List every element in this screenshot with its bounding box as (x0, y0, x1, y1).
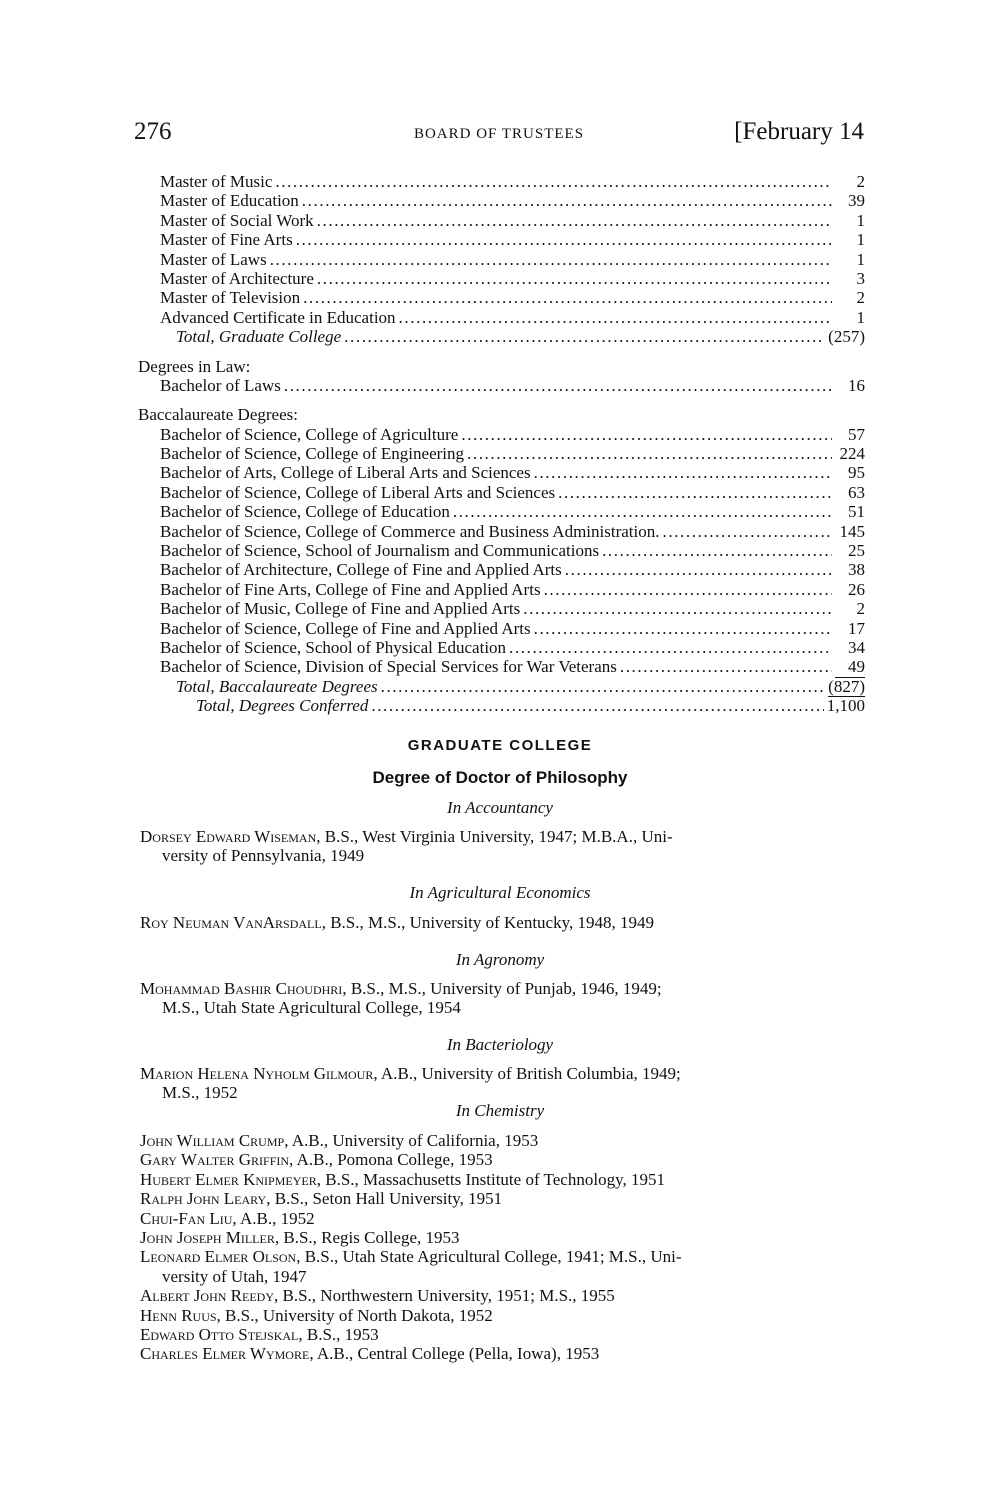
graduate-entry: Mohammad Bashir Choudhri, B.S., M.S., University of Punjab, 1946, 1949; M.S., Utah State Agricultural College, 1954 (140, 979, 662, 1018)
entry-continuation: versity of Utah, 1947 (162, 1266, 307, 1286)
header-date: [February 14 (734, 118, 864, 145)
law-heading: Degrees in Law: (138, 356, 251, 376)
graduate-entry: Gary Walter Griffin, A.B., Pomona College, 1953 (140, 1150, 493, 1170)
degree-row: Bachelor of Science, College of Commerce and Business Administration. ..... 145 (138, 522, 865, 541)
degrees-table (138, 172, 865, 716)
graduate-entry: Charles Elmer Wymore, A.B., Central College (Pella, Iowa), 1953 (140, 1344, 600, 1364)
section-heading: GRADUATE COLLEGE (407, 737, 593, 754)
degree-row: Bachelor of Laws ..... 16 (138, 376, 865, 395)
degree-row: Master of Social Work ..... 1 (138, 211, 865, 230)
chemistry-list (140, 1131, 865, 1364)
degree-row: Advanced Certificate in Education ..... 1 (138, 308, 865, 327)
graduate-entry: Marion Helena Nyholm Gilmour, A.B., University of British Columbia, 1949; M.S., 1952 (140, 1064, 681, 1103)
baccalaureate-heading: Baccalaureate Degrees: (138, 405, 298, 425)
degree-row: Bachelor of Science, College of Fine and Applied Arts ..... 17 (138, 619, 865, 638)
degree-row: Bachelor of Arts, College of Liberal Arts and Sciences ..... 95 (138, 463, 865, 482)
graduate-entry: John William Crump, A.B., University of California, 1953 (140, 1131, 539, 1150)
graduate-entry: Edward Otto Stejskal, B.S., 1953 (140, 1325, 379, 1345)
graduate-entry: Dorsey Edward Wiseman, B.S., West Virginia University, 1947; M.B.A., Uni- versity of Pennsylvania, 1949 (140, 827, 673, 866)
baccalaureate-total-row: Total, Baccalaureate Degrees ..... (827) (138, 677, 865, 696)
field-heading: In Agricultural Economics (409, 883, 591, 902)
field-heading: In Accountancy (447, 798, 553, 817)
graduate-entry: Chui-Fan Liu, A.B., 1952 (140, 1208, 315, 1228)
degree-row: Bachelor of Science, College of Agriculture ..... 57 (138, 425, 865, 444)
graduate-entry: Albert John Reedy, B.S., Northwestern University, 1951; M.S., 1955 (140, 1286, 615, 1306)
field-heading: In Bacteriology (446, 1035, 554, 1054)
degree-row: Bachelor of Science, School of Physical Education ..... 34 (138, 638, 865, 657)
degree-row: Master of Education ..... 39 (138, 191, 865, 210)
degree-row: Bachelor of Science, College of Engineering ..... 224 (138, 444, 865, 463)
degree-row: Master of Architecture ..... 3 (138, 269, 865, 288)
degree-row: Master of Fine Arts ..... 1 (138, 230, 865, 249)
degree-row: Bachelor of Science, Division of Special Services for War Veterans ..... 49 (138, 657, 865, 676)
field-heading: In Chemistry (455, 1101, 545, 1120)
graduate-entry: Henn Ruus, B.S., University of North Dakota, 1952 (140, 1305, 493, 1325)
page-number: 276 (134, 118, 172, 145)
graduate-entry: Leonard Elmer Olson, B.S., Utah State Agricultural College, 1941; M.S., Uni- (140, 1247, 682, 1267)
degree-heading: Degree of Doctor of Philosophy (372, 768, 628, 787)
graduate-entry: John Joseph Miller, B.S., Regis College, 1953 (140, 1228, 460, 1248)
degree-row: Master of Music ..... 2 (138, 172, 865, 191)
graduate-entry: Roy Neuman VanArsdall, B.S., M.S., University of Kentucky, 1948, 1949 (140, 913, 654, 932)
degree-row: Master of Television ..... 2 (138, 288, 865, 307)
graduate-entry: Ralph John Leary, B.S., Seton Hall University, 1951 (140, 1189, 503, 1209)
graduate-total-row: Total, Graduate College ..... (257) (138, 327, 865, 346)
degree-row: Bachelor of Science, School of Journalism and Communications ..... 25 (138, 541, 865, 560)
degree-row: Bachelor of Science, College of Liberal Arts and Sciences ..... 63 (138, 483, 865, 502)
grand-total-row: Total, Degrees Conferred ..... 1,100 (138, 696, 865, 715)
degree-row: Bachelor of Architecture, College of Fine and Applied Arts ..... 38 (138, 560, 865, 579)
page-header (134, 118, 864, 148)
field-heading: In Agronomy (455, 950, 545, 969)
degree-row: Bachelor of Science, College of Education ..... 51 (138, 502, 865, 521)
degree-row: Bachelor of Fine Arts, College of Fine and Applied Arts ..... 26 (138, 580, 865, 599)
running-title: BOARD OF TRUSTEES (413, 126, 585, 142)
degree-row: Master of Laws ..... 1 (138, 250, 865, 269)
degree-row: Bachelor of Music, College of Fine and Applied Arts ..... 2 (138, 599, 865, 618)
graduate-entry: Hubert Elmer Knipmeyer, B.S., Massachusetts Institute of Technology, 1951 (140, 1169, 665, 1189)
